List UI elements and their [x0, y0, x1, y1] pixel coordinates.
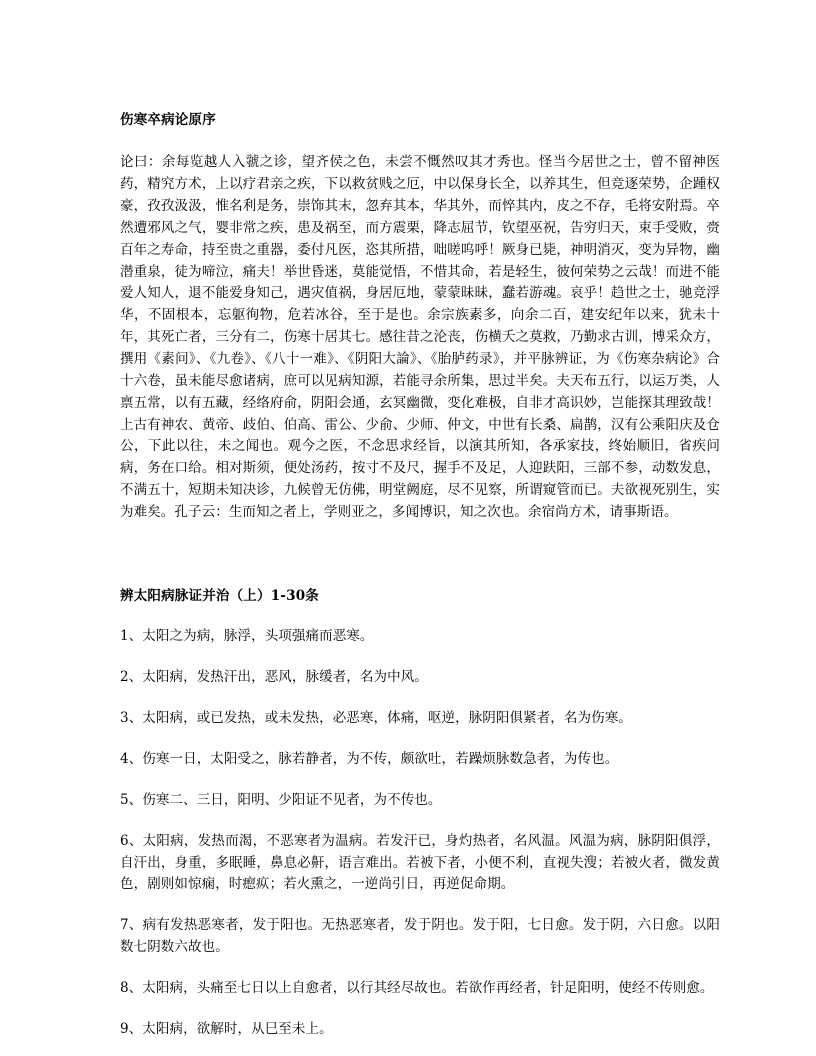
preface-paragraph: 论曰：余每览越人入虢之诊，望齐侯之色，未尝不慨然叹其才秀也。怪当今居世之士，曾不留神医药，精究方术，上以疗君亲之疾，下以救贫贱之厄，中以保身长全，以养其生，但竞逐荣势，企踵权豪，孜孜汲汲，惟名利是务，崇饰其末，忽弃其本，华其外，而悴其内，皮之不存，毛将安附焉。卒然遭邪风之气，婴非常之疾，患及祸至，而方震栗，降志屈节，钦望巫祝，告穷归天，束手受败，赍百年之寿命，持至贵之重器，委付凡医，恣其所措，咄嗟呜呼！厥身已毙，神明消灭，变为异物，幽潜重泉，徒为啼泣，痛夫！举世昏迷，莫能觉悟，不惜其命，若是轻生，彼何荣势之云哉！而进不能爱人知人，退不能爱身知己，遇灾值祸，身居厄地，蒙蒙昧昧，蠢若游魂。哀乎！趋世之士，驰竞浮华，不固根本，忘躯徇物，危若冰谷，至于是也。余宗族素多，向余二百，建安纪年以来，犹未十年，其死亡者，三分有二，伤寒十居其七。感往昔之沦丧，伤横夭之莫救，乃勤求古训，博采众方，撰用《素问》、《九卷》、《八十一难》、《阴阳大論》、《胎胪药录》，并平脉辨证，为《伤寒杂病论》合十六卷，虽未能尽愈诸病，庶可以见病知源，若能寻余所集，思过半矣。夫天布五行，以运万类，人禀五常，以有五藏，经络府俞，阴阳会通，玄冥幽微，变化难极，自非才高识妙，岂能探其理致哉！上古有神农、黄帝、歧伯、伯高、雷公、少俞、少师、仲文，中世有长桑、扁鹊，汉有公乘阳庆及仓公，下此以往，未之闻也。观今之医，不念思求经旨，以演其所知，各承家技，终始顺旧，省疾问病，务在口给。相对斯须，便处汤药，按寸不及尺，握手不及足，人迎趺阳，三部不参，动数发息，不满五十，短期未知决诊，九候曾无仿佛，明堂阙庭，尽不见察，所谓窥管而已。夫欲视死别生，实为难矣。孔子云：生而知之者上，学则亚之，多闻博识，知之次也。余宿尚方术，请事斯语。: [120, 154, 720, 520]
clause-item: 6、太阳病，发热而渴，不恶寒者为温病。若发汗已，身灼热者，名风温。风温为病，脉阴阳俱浮，自汗出，身重，多眠睡，鼻息必鼾，语言难出。若被下者，小便不利，直视失溲；若被火者，微发黄色，剧则如惊痫，时瘛疭；若火熏之，一逆尚引日，再逆促命期。: [120, 832, 720, 893]
clause-item: 9、太阳病，欲解时，从巳至未上。: [120, 1020, 333, 1037]
clause-list: [120, 626, 720, 1040]
clause-item: 7、病有发热恶寒者，发于阳也。无热恶寒者，发于阴也。发于阳，七日愈。发于阴，六日愈。以阳数七阴数六故也。: [120, 917, 720, 956]
clause-item: 4、伤寒一日，太阳受之，脉若静者，为不传，颇欲吐，若躁烦脉数急者，为传也。: [120, 751, 619, 768]
clause-item: 5、伤寒二、三日，阳明、少阳证不见者，为不传也。: [120, 791, 442, 808]
page-title: 伤寒卒病论原序: [120, 112, 216, 128]
clause-item: 1、太阳之为病，脉浮，头项强痛而恶寒。: [120, 628, 374, 645]
clause-item: 2、太阳病，发热汗出，恶风，脉缓者，名为中风。: [120, 669, 428, 686]
clause-item: 8、太阳病，头痛至七日以上自愈者，以行其经尽故也。若欲作再经者，针足阳明，使经不传则愈。: [120, 980, 714, 997]
section-title: 辨太阳病脉证并治（上）1-30条: [120, 587, 319, 604]
clause-item: 3、太阳病，或已发热，或未发热，必恶寒，体痛，呕逆，脉阴阳俱紧者，名为伤寒。: [120, 710, 632, 727]
